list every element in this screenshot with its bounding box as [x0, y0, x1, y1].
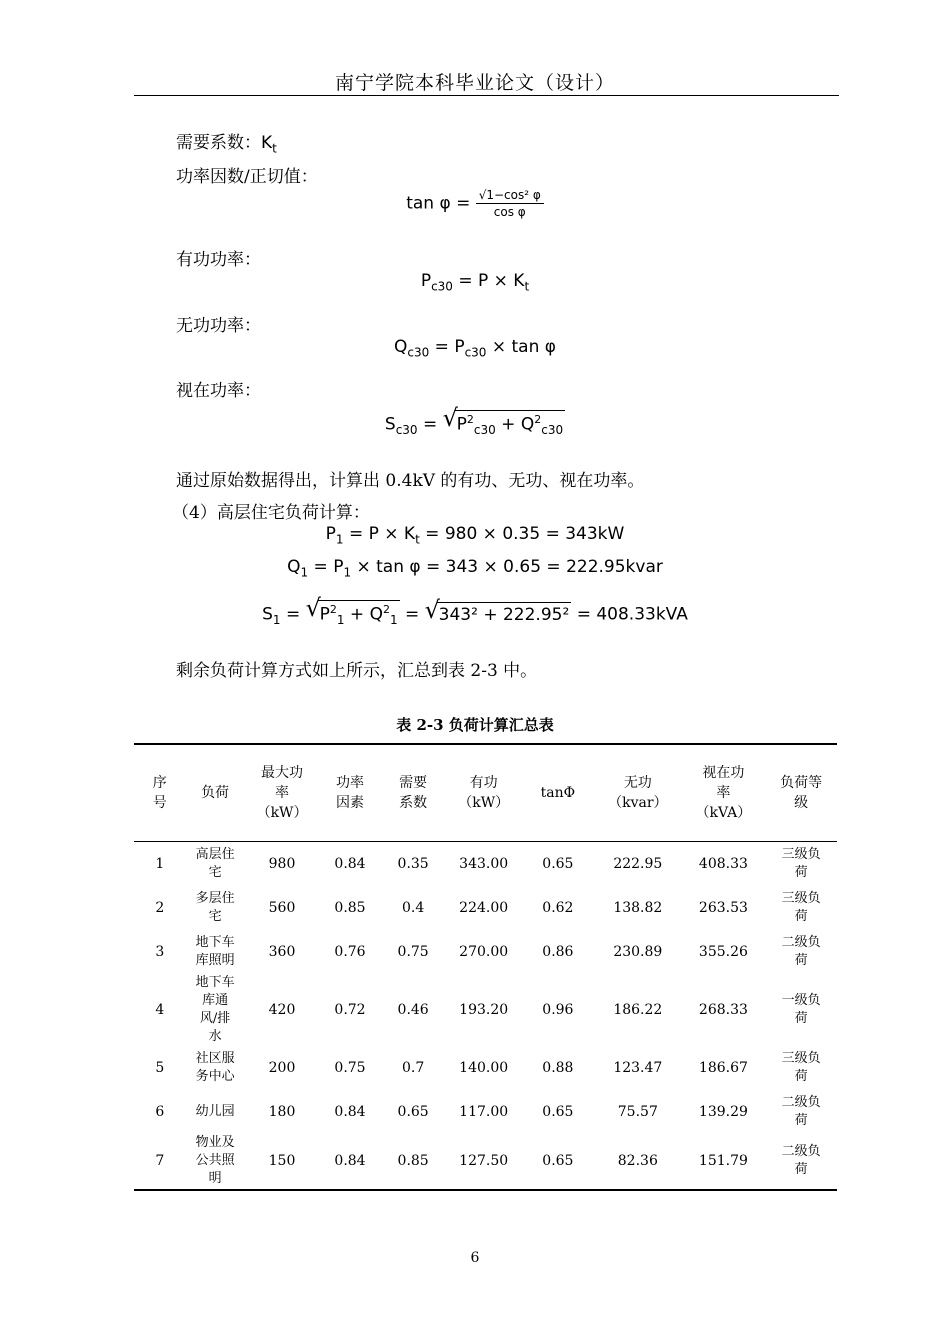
table-cell: 75.57 — [617, 1103, 658, 1120]
header-divider — [134, 95, 839, 96]
col-header: tanΦ — [540, 785, 576, 801]
table-cell: 0.84 — [334, 1103, 366, 1120]
table-cell: 6 — [155, 1103, 165, 1120]
text-line-section-4: （4）高层住宅负荷计算： — [172, 503, 370, 523]
table-cell: 123.47 — [613, 1059, 663, 1076]
page-header-title: 南宁学院本科毕业论文（设计） — [334, 72, 615, 94]
table-cell: 222.95 — [613, 855, 663, 872]
table-cell: 140.00 — [459, 1059, 509, 1076]
table-cell: 186.22 — [613, 1001, 663, 1018]
text-line-apparent-power: 视在功率： — [176, 381, 261, 401]
table-cell: 408.33 — [698, 855, 748, 872]
table-header-row — [134, 744, 837, 842]
table-cell: 地下车库照明 — [195, 934, 235, 968]
text-line-demand-factor: 需要系数：$K_t$ — [176, 133, 277, 156]
equation-q-c30: $Q_{c30} = P_{c30} \times \tan \varphi$ — [394, 337, 556, 360]
text-line-active-power: 有功功率： — [176, 250, 261, 270]
table-cell: 地下车库通风/排水 — [195, 974, 235, 1044]
table-row — [134, 1134, 837, 1190]
table-cell: 5 — [155, 1059, 165, 1076]
col-header: 有功（kW） — [458, 775, 510, 811]
table-cell: 980 — [268, 855, 296, 872]
table-row — [134, 842, 837, 886]
table-cell: 0.85 — [334, 899, 366, 916]
table-row — [134, 1046, 837, 1090]
table-cell: 0.86 — [542, 943, 574, 960]
table-cell: 0.75 — [397, 943, 429, 960]
text-line-reactive-power: 无功功率： — [176, 316, 261, 336]
col-header: 无功（kvar） — [608, 775, 668, 811]
table-cell: 4 — [155, 1001, 165, 1018]
table-cell: 0.85 — [397, 1153, 429, 1169]
col-header: 负荷等级 — [780, 775, 823, 811]
table-cell: 社区服务中心 — [195, 1050, 235, 1084]
table-cell: 82.36 — [617, 1153, 658, 1169]
equation-q1: $Q_1 = P_1 \times \tan \varphi = 343 \times 0.65$ = 222.95kvar — [287, 557, 663, 580]
table-cell: 560 — [268, 899, 296, 916]
equation-p1: $P_1 = P \times K_t = 980 \times 0.35 = 343kW$ — [325, 524, 625, 547]
col-header: 功率因素 — [336, 775, 365, 811]
table-cell: 1 — [155, 855, 165, 872]
table-cell: 0.96 — [542, 1001, 574, 1018]
table-cell: 0.72 — [334, 1001, 366, 1018]
table-cell: 270.00 — [459, 943, 509, 960]
table-cell: 268.33 — [698, 1001, 748, 1018]
table-cell: 224.00 — [459, 899, 509, 916]
table-cell: 0.65 — [542, 1153, 574, 1169]
table-cell: 139.29 — [698, 1103, 748, 1120]
table-cell: 0.65 — [542, 855, 574, 872]
table-cell: 三级负荷 — [781, 846, 821, 880]
table-cell: 150 — [268, 1153, 296, 1169]
col-header: 序号 — [152, 775, 167, 811]
table-cell: 0.75 — [334, 1059, 366, 1076]
table-cell: 幼儿园 — [195, 1103, 235, 1119]
table-cell: 117.00 — [459, 1103, 509, 1120]
table-cell: 138.82 — [613, 899, 663, 916]
table-cell: 0.35 — [397, 855, 429, 872]
table-cell: 0.7 — [402, 1059, 425, 1076]
page-number: 6 — [470, 1250, 480, 1266]
table-caption: 表 2-3 负荷计算汇总表 — [396, 716, 554, 734]
table-cell: 0.46 — [397, 1001, 429, 1018]
table-cell: 420 — [268, 1001, 296, 1018]
table-cell: 二级负荷 — [781, 1094, 821, 1128]
table-cell: 0.4 — [402, 899, 425, 916]
table-cell: 7 — [155, 1153, 165, 1169]
col-header: 负荷 — [201, 785, 230, 801]
table-cell: 263.53 — [698, 899, 748, 916]
table-cell: 151.79 — [698, 1153, 748, 1169]
load-summary-table — [134, 743, 837, 1191]
table-cell: 0.84 — [334, 855, 366, 872]
table-row — [134, 886, 837, 930]
table-cell: 0.65 — [397, 1103, 429, 1120]
table-row — [134, 930, 837, 974]
table-cell: 127.50 — [459, 1153, 509, 1169]
text-line-power-factor: 功率因数/正切值： — [176, 167, 318, 187]
table-cell: 0.76 — [334, 943, 366, 960]
equation-s1: $S_1$ = √ $P^2_1 + Q^2_1$ = √ 343² + 222.95² = 408.33kVA — [262, 594, 688, 628]
table-cell: 三级负荷 — [781, 1050, 821, 1084]
col-header: 视在功率（kVA） — [695, 765, 752, 821]
table-cell: 360 — [268, 943, 296, 960]
table-cell: 0.65 — [542, 1103, 574, 1120]
table-cell: 三级负荷 — [781, 890, 821, 924]
text-line-calc-note: 通过原始数据得出，计算出 0.4kV 的有功、无功、视在功率。 — [176, 471, 645, 491]
table-cell: 一级负荷 — [781, 992, 821, 1026]
equation-s-c30: $S_{c30}$ = √ $P^2_{c30} + Q^2_{c30}$ — [384, 404, 564, 438]
table-cell: 0.88 — [542, 1059, 574, 1076]
table-cell: 355.26 — [698, 943, 748, 960]
table-row — [134, 1090, 837, 1134]
table-cell: 186.67 — [698, 1059, 748, 1076]
table-cell: 物业及公共照明 — [195, 1135, 235, 1186]
col-header: 需要系数 — [399, 775, 428, 811]
table-cell: 3 — [155, 943, 165, 960]
table-cell: 343.00 — [459, 855, 509, 872]
table-cell: 230.89 — [613, 943, 663, 960]
table-cell: 二级负荷 — [781, 934, 821, 968]
table-cell: 180 — [268, 1103, 296, 1120]
equation-tan: tan φ = $\frac{\text{√1−cos² φ}}{\text{cos φ}}$ — [0, 188, 950, 219]
col-header: 最大功率（kW） — [256, 765, 308, 821]
table-cell: 二级负荷 — [781, 1144, 821, 1177]
table-cell: 0.84 — [334, 1153, 366, 1169]
equation-p-c30: $P_{c30} = P \times K_t$ — [420, 271, 530, 294]
table-cell: 多层住宅 — [195, 890, 235, 924]
table-row — [134, 974, 837, 1046]
table-cell: 高层住宅 — [195, 846, 235, 880]
table-cell: 0.62 — [542, 899, 574, 916]
table-cell: 200 — [268, 1059, 296, 1076]
text-line-remaining-loads: 剩余负荷计算方式如上所示，汇总到表 2-3 中。 — [176, 661, 538, 681]
table-cell: 2 — [155, 899, 165, 916]
table-cell: 193.20 — [459, 1001, 509, 1018]
